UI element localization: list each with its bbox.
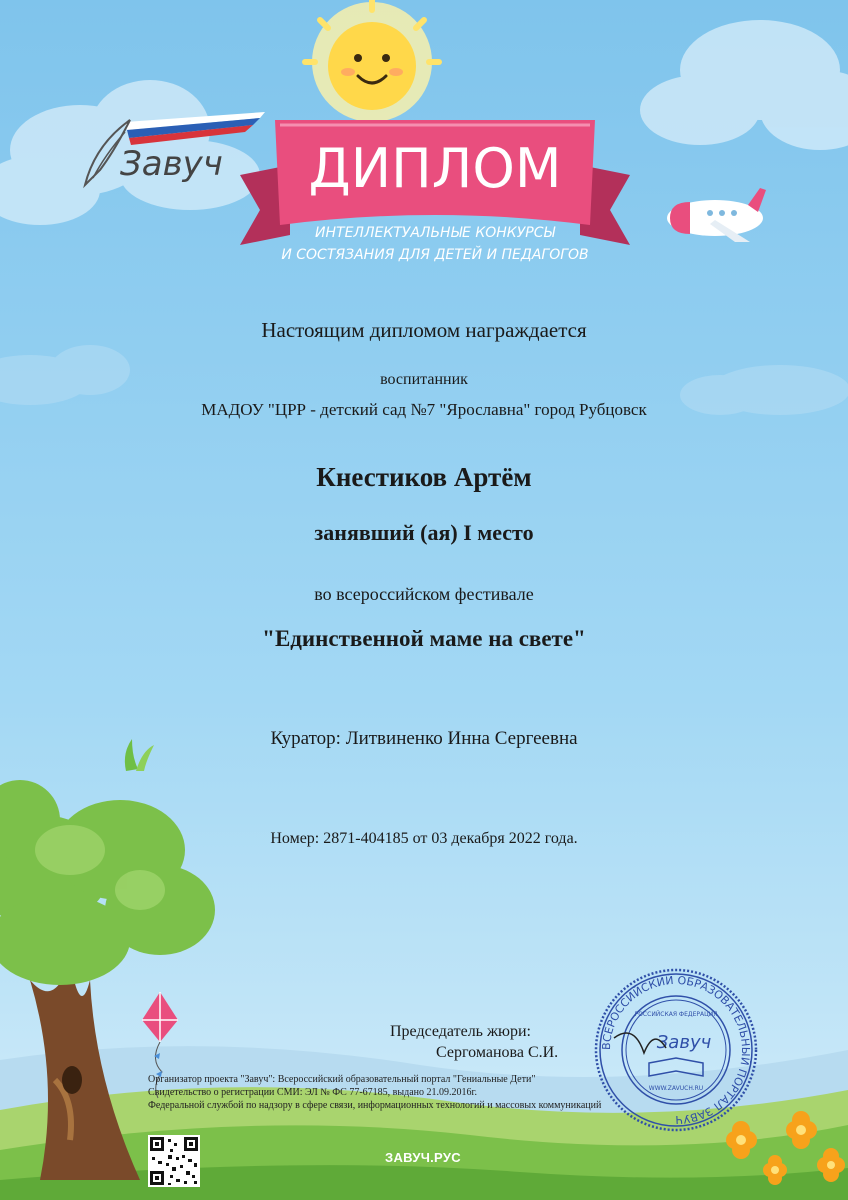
cloud-right (640, 20, 848, 150)
event-title: "Единственной маме на свете" (262, 626, 586, 651)
tree-icon (0, 780, 240, 1200)
fine-print-authority: Федеральной службой по надзору в сфере связи, информационных технологий и массовых коммуникаций (148, 1100, 602, 1111)
curator: Куратор: Литвиненко Инна Сергеевна (270, 728, 578, 749)
jury-chair-name: Сергоманова С.И. (436, 1044, 559, 1061)
organization: МАДОУ "ЦРР - детский сад №7 "Ярославна" город Рубцовск (201, 400, 647, 419)
grass-sprout-icon (118, 735, 158, 775)
stamp-top-text: РОССИЙСКАЯ ФЕДЕРАЦИЯ (634, 1011, 718, 1018)
stamp-bottom-text: WWW.ZAVUCH.RU (648, 1085, 704, 1092)
award-line: Настоящим дипломом награждается (261, 318, 587, 342)
logo-text: Завуч (120, 144, 223, 184)
title-ribbon (230, 95, 640, 275)
fine-print-organizer: Организатор проекта "Завуч": Всероссийский образовательный портал "Гениальные Дети" (148, 1074, 536, 1085)
fine-print-registration: Свидетельство о регистрации СМИ: ЭЛ № ФС 77-67185, выдано 21.09.2016г. (148, 1087, 477, 1098)
recipient-role: воспитанник (380, 371, 468, 388)
qr-code-icon (148, 1135, 200, 1187)
jury-chair-label: Председатель жюри: (390, 1023, 531, 1040)
stamp-center-text: Завуч (656, 1032, 712, 1053)
stamp-outer-text: ВСЕРОССИЙСКИЙ ОБРАЗОВАТЕЛЬНЫЙ ПОРТАЛ ЗАВУЧ (599, 973, 753, 1127)
ribbon-subtitle-1: ИНТЕЛЛЕКТУАЛЬНЫЕ КОНКУРСЫ (315, 225, 555, 241)
ribbon-subtitle-2: И СОСТЯЗАНИЯ ДЛЯ ДЕТЕЙ И ПЕДАГОГОВ (281, 247, 589, 263)
event-type: во всероссийском фестивале (314, 584, 534, 604)
place-line: занявший (ая) I место (314, 520, 534, 545)
footer-site: ЗАВУЧ.РУС (385, 1150, 461, 1165)
official-stamp (594, 968, 758, 1132)
airplane-icon (660, 180, 770, 250)
diploma-title: ДИПЛОМ (308, 137, 562, 200)
diploma-number: Номер: 2871-404185 от 03 декабря 2022 года. (270, 830, 578, 847)
recipient-name: Кнестиков Артём (316, 462, 532, 492)
